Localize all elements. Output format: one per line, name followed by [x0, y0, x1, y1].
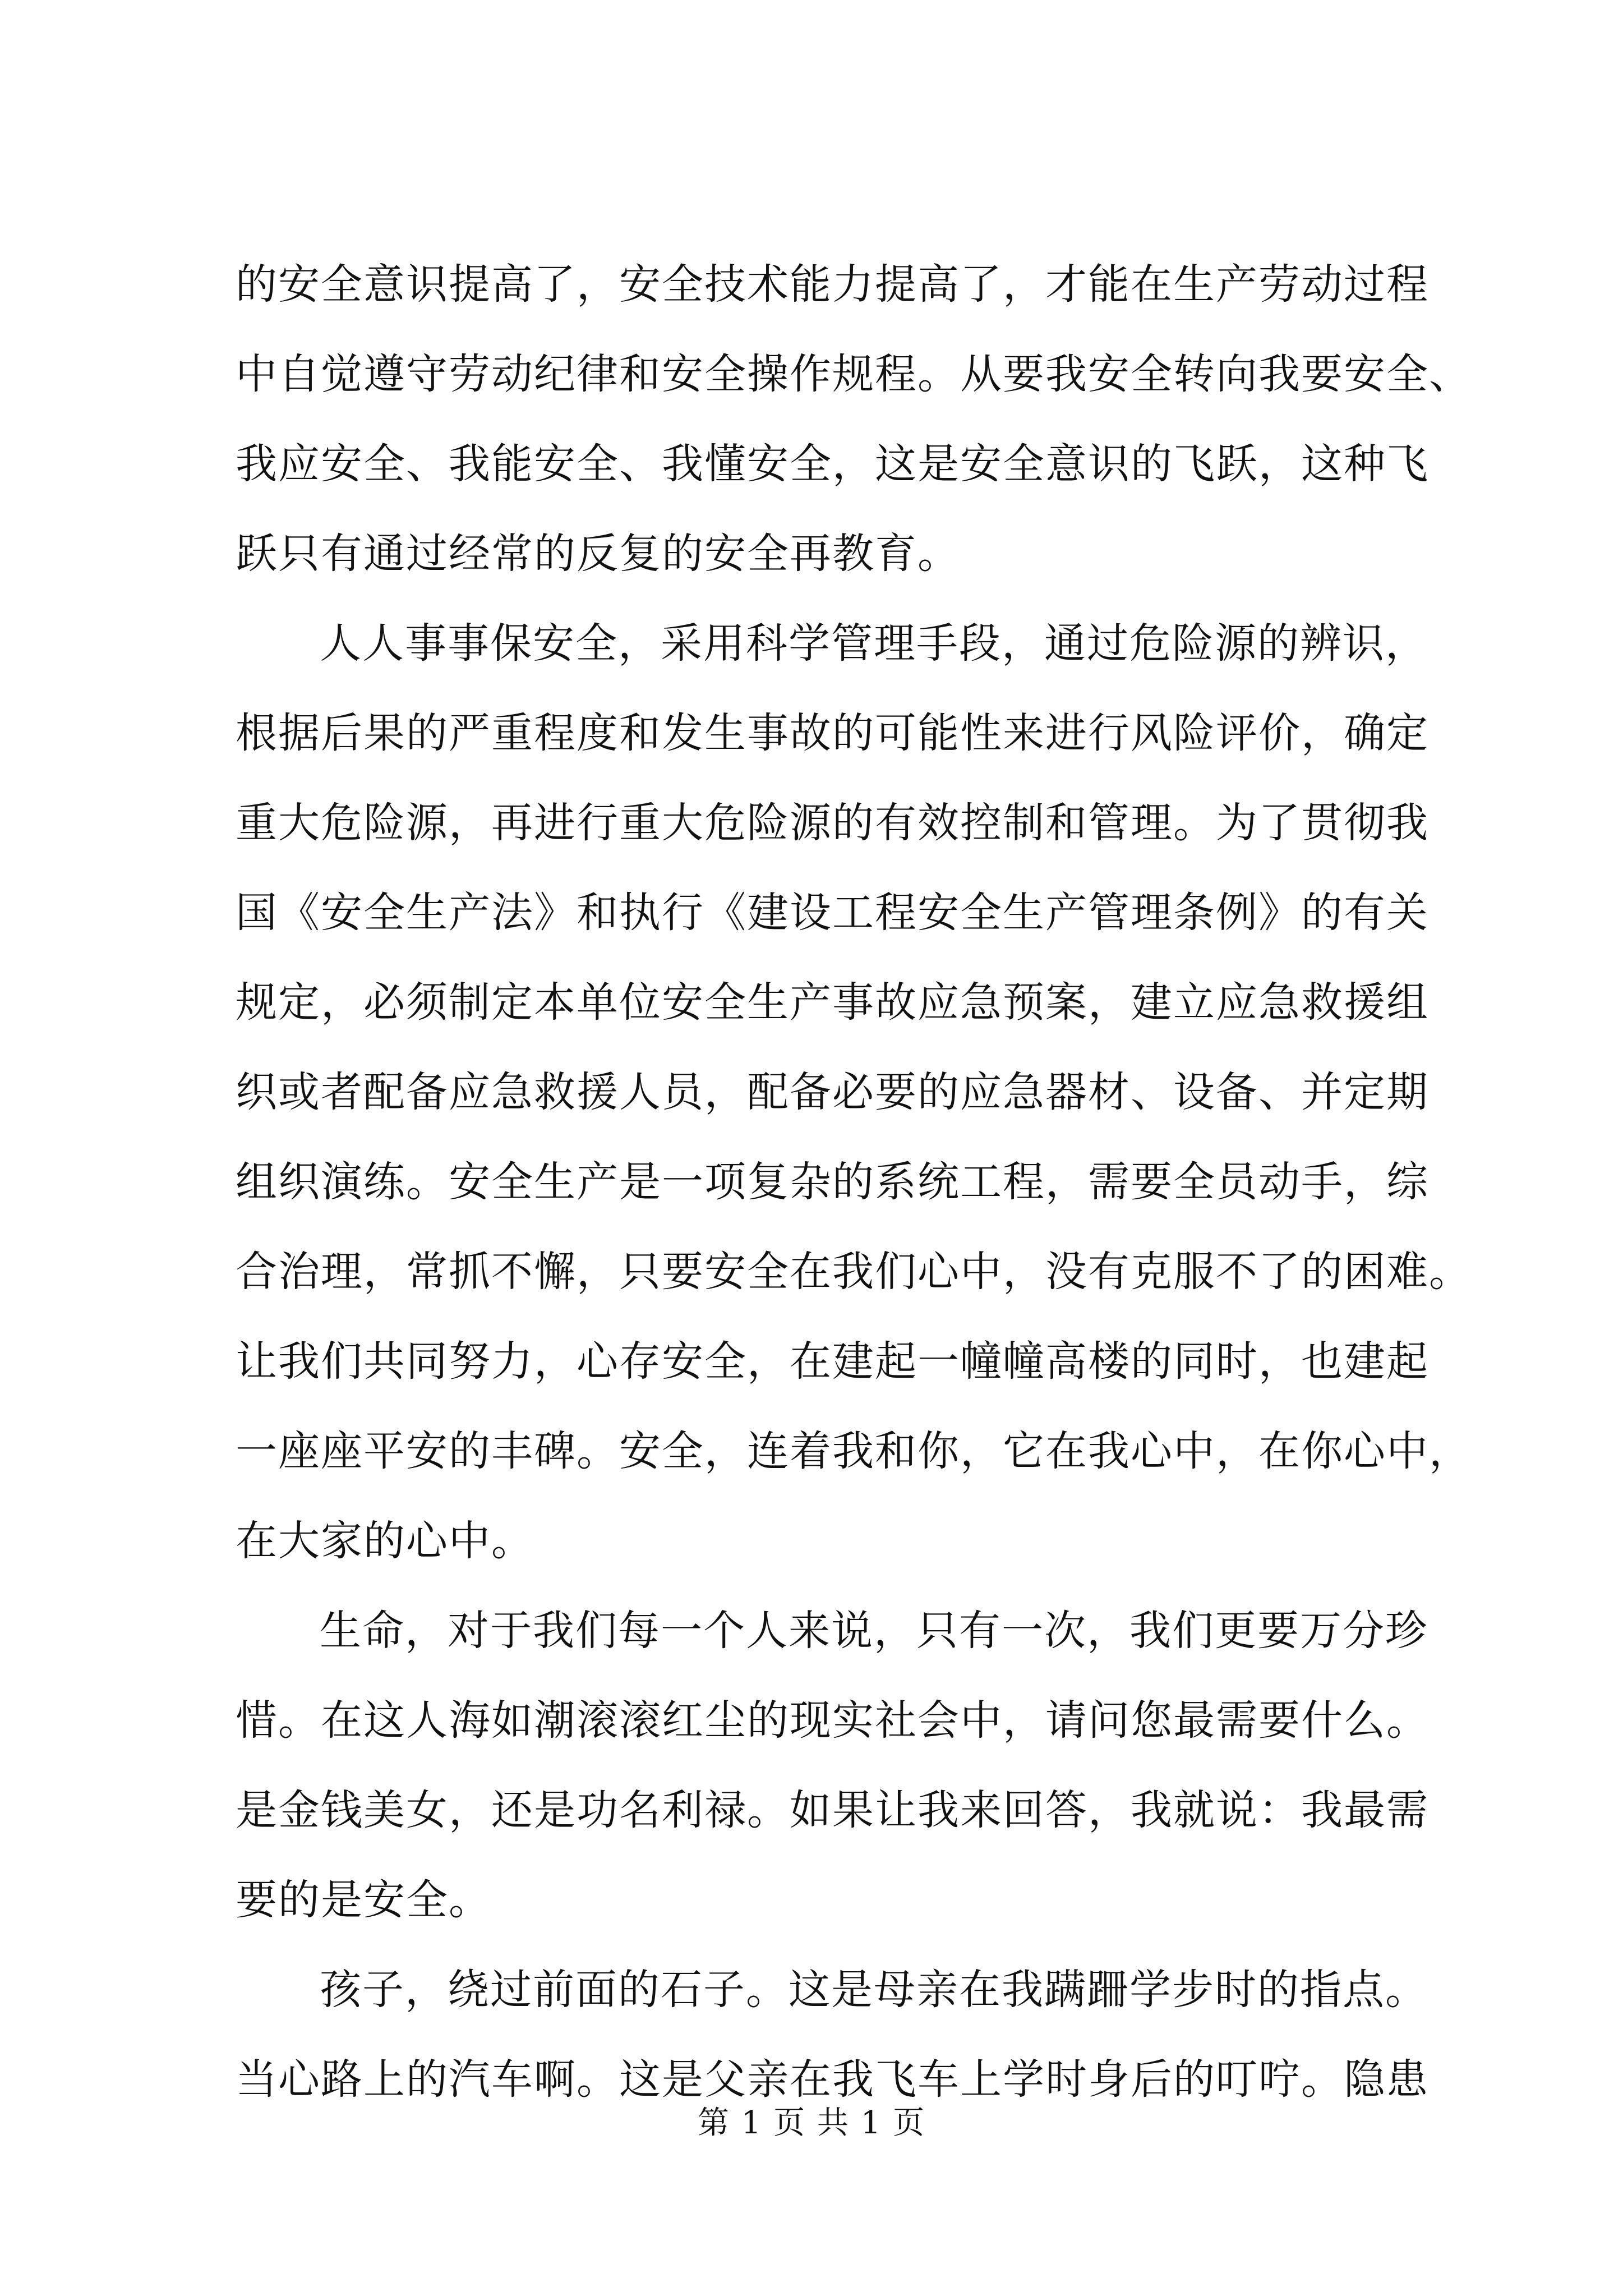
text-line: 合治理，常抓不懈，只要安全在我们心中，没有克服不了的困难。 — [236, 1248, 1472, 1296]
page-footer: 第 1 页 共 1 页 — [697, 2105, 926, 2141]
text-line: 让我们共同努力，心存安全，在建起一幢幢高楼的同时，也建起 — [236, 1337, 1429, 1386]
text-line: 一座座平安的丰碑。安全，连着我和你，它在我心中，在你心中， — [236, 1427, 1472, 1475]
text-line: 的安全意识提高了，安全技术能力提高了，才能在生产劳动过程 — [236, 260, 1429, 309]
text-line: 是金钱美女，还是功名利禄。如果让我来回答，我就说：我最需 — [236, 1786, 1429, 1834]
paragraph-start-line: 人人事事保安全，采用科学管理手段，通过危险源的辨识， — [320, 619, 1428, 668]
text-line: 织或者配备应急救援人员，配备必要的应急器材、设备、并定期 — [236, 1068, 1429, 1116]
text-line: 当心路上的汽车啊。这是父亲在我飞车上学时身后的叮咛。隐患 — [236, 2055, 1429, 2104]
paragraph-start-line: 孩子，绕过前面的石子。这是母亲在我蹒跚学步时的指点。 — [320, 1966, 1428, 2014]
text-line: 惜。在这人海如潮滚滚红尘的现实社会中，请问您最需要什么。 — [236, 1696, 1429, 1745]
text-line: 根据后果的严重程度和发生事故的可能性来进行风险评价，确定 — [236, 709, 1429, 757]
text-line: 跃只有通过经常的反复的安全再教育。 — [236, 530, 960, 578]
text-line: 组织演练。安全生产是一项复杂的系统工程，需要全员动手，综 — [236, 1158, 1429, 1206]
text-line: 重大危险源，再进行重大危险源的有效控制和管理。为了贯彻我 — [236, 799, 1429, 847]
text-line: 中自觉遵守劳动纪律和安全操作规程。从要我安全转向我要安全、 — [236, 350, 1472, 398]
text-line: 要的是安全。 — [236, 1876, 491, 1924]
text-line: 在大家的心中。 — [236, 1517, 534, 1565]
paragraph-start-line: 生命，对于我们每一个人来说，只有一次，我们更要万分珍 — [320, 1607, 1428, 1655]
document-body — [236, 260, 1472, 2148]
text-line: 规定，必须制定本单位安全生产事故应急预案，建立应急救援组 — [236, 978, 1429, 1027]
text-line: 我应安全、我能安全、我懂安全，这是安全意识的飞跃，这种飞 — [236, 440, 1429, 488]
text-line: 国《安全生产法》和执行《建设工程安全生产管理条例》的有关 — [236, 889, 1429, 937]
